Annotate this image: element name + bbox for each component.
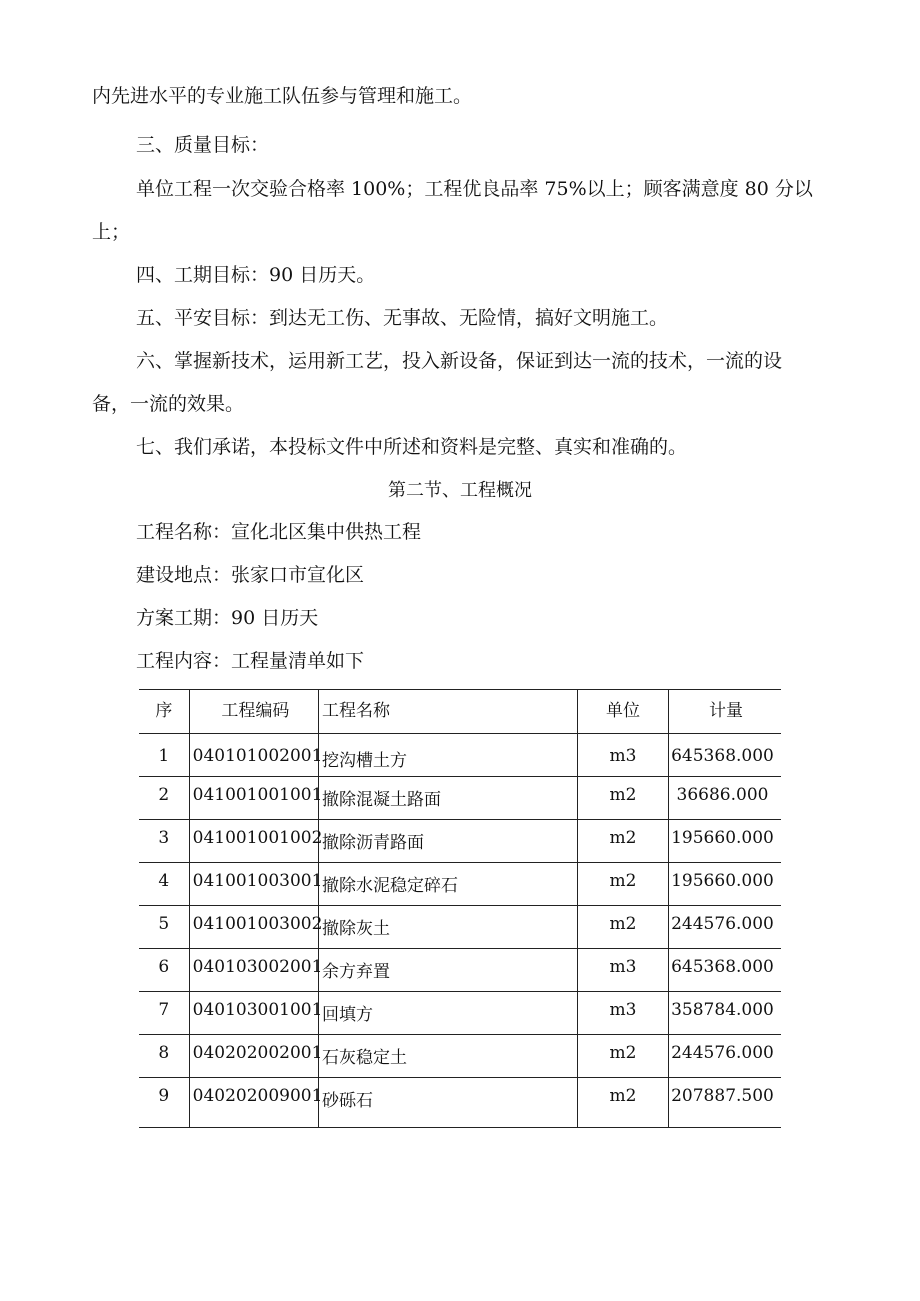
paragraph-1: 内先进水平的专业施工队伍参与管理和施工。 bbox=[92, 85, 473, 107]
header-seq: 序 bbox=[139, 690, 189, 734]
cell-unit: m3 bbox=[577, 992, 668, 1035]
paragraph-tech-line2: 备，一流的效果。 bbox=[92, 393, 245, 415]
cell-seq: 9 bbox=[139, 1078, 189, 1128]
table-row bbox=[139, 1078, 781, 1128]
cell-seq: 5 bbox=[139, 906, 189, 949]
cell-code: 040103001001 bbox=[189, 992, 318, 1035]
cell-qty: 36686.000 bbox=[669, 777, 781, 820]
cell-code: 040101002001 bbox=[189, 734, 318, 777]
cell-seq: 8 bbox=[139, 1035, 189, 1078]
cell-qty: 244576.000 bbox=[669, 906, 781, 949]
cell-code: 041001001001 bbox=[189, 777, 318, 820]
paragraph-tech-line1: 六、掌握新技术，运用新工艺，投入新设备，保证到达一流的技术，一流的设 bbox=[136, 350, 783, 372]
cell-qty: 358784.000 bbox=[669, 992, 781, 1035]
cell-name: 撤除水泥稳定碎石 bbox=[319, 863, 578, 906]
cell-code: 040103002001 bbox=[189, 949, 318, 992]
table-row bbox=[139, 734, 781, 777]
cell-qty: 195660.000 bbox=[669, 820, 781, 863]
paragraph-schedule: 四、工期目标：90 日历天。 bbox=[136, 264, 376, 286]
header-qty: 计量 bbox=[669, 690, 781, 734]
paragraph-quality-line2: 上； bbox=[92, 221, 131, 243]
cell-seq: 3 bbox=[139, 820, 189, 863]
table-row bbox=[139, 992, 781, 1035]
cell-name: 砂砾石 bbox=[319, 1078, 578, 1128]
table-header-row bbox=[139, 690, 781, 734]
table-row bbox=[139, 949, 781, 992]
cell-name: 回填方 bbox=[319, 992, 578, 1035]
section-title: 第二节、工程概况 bbox=[388, 480, 532, 501]
paragraph-quality-line1: 单位工程一次交验合格率 100%；工程优良品率 75%以上；顾客满意度 80 分以 bbox=[136, 178, 813, 200]
bill-of-quantities-table bbox=[139, 689, 781, 1128]
cell-unit: m2 bbox=[577, 820, 668, 863]
paragraph-quality-heading: 三、质量目标： bbox=[136, 134, 270, 156]
cell-qty: 645368.000 bbox=[669, 949, 781, 992]
cell-name: 撤除沥青路面 bbox=[319, 820, 578, 863]
table-row bbox=[139, 906, 781, 949]
cell-unit: m2 bbox=[577, 1078, 668, 1128]
cell-seq: 4 bbox=[139, 863, 189, 906]
cell-qty: 244576.000 bbox=[669, 1035, 781, 1078]
overview-project-name: 工程名称：宣化北区集中供热工程 bbox=[136, 521, 422, 543]
cell-seq: 1 bbox=[139, 734, 189, 777]
cell-unit: m2 bbox=[577, 906, 668, 949]
cell-unit: m3 bbox=[577, 734, 668, 777]
table-row bbox=[139, 820, 781, 863]
header-code: 工程编码 bbox=[189, 690, 318, 734]
cell-qty: 645368.000 bbox=[669, 734, 781, 777]
cell-qty: 207887.500 bbox=[669, 1078, 781, 1128]
overview-period: 方案工期：90 日历天 bbox=[136, 607, 319, 629]
cell-code: 041001003002 bbox=[189, 906, 318, 949]
cell-seq: 2 bbox=[139, 777, 189, 820]
cell-name: 石灰稳定土 bbox=[319, 1035, 578, 1078]
cell-name: 撤除灰土 bbox=[319, 906, 578, 949]
cell-code: 041001001002 bbox=[189, 820, 318, 863]
cell-code: 041001003001 bbox=[189, 863, 318, 906]
paragraph-safety: 五、平安目标：到达无工伤、无事故、无险情，搞好文明施工。 bbox=[136, 307, 669, 329]
overview-location: 建设地点：张家口市宣化区 bbox=[136, 564, 365, 586]
cell-name: 撤除混凝土路面 bbox=[319, 777, 578, 820]
cell-name: 挖沟槽土方 bbox=[319, 734, 578, 777]
header-unit: 单位 bbox=[577, 690, 668, 734]
cell-unit: m2 bbox=[577, 777, 668, 820]
header-name: 工程名称 bbox=[319, 690, 578, 734]
cell-name: 余方弃置 bbox=[319, 949, 578, 992]
cell-unit: m3 bbox=[577, 949, 668, 992]
cell-seq: 6 bbox=[139, 949, 189, 992]
cell-unit: m2 bbox=[577, 863, 668, 906]
cell-unit: m2 bbox=[577, 1035, 668, 1078]
cell-seq: 7 bbox=[139, 992, 189, 1035]
cell-code: 040202009001 bbox=[189, 1078, 318, 1128]
cell-qty: 195660.000 bbox=[669, 863, 781, 906]
table-row bbox=[139, 863, 781, 906]
paragraph-commitment: 七、我们承诺，本投标文件中所述和资料是完整、真实和准确的。 bbox=[136, 436, 688, 458]
table-row bbox=[139, 777, 781, 820]
table-row bbox=[139, 1035, 781, 1078]
overview-content: 工程内容：工程量清单如下 bbox=[136, 650, 365, 672]
cell-code: 040202002001 bbox=[189, 1035, 318, 1078]
